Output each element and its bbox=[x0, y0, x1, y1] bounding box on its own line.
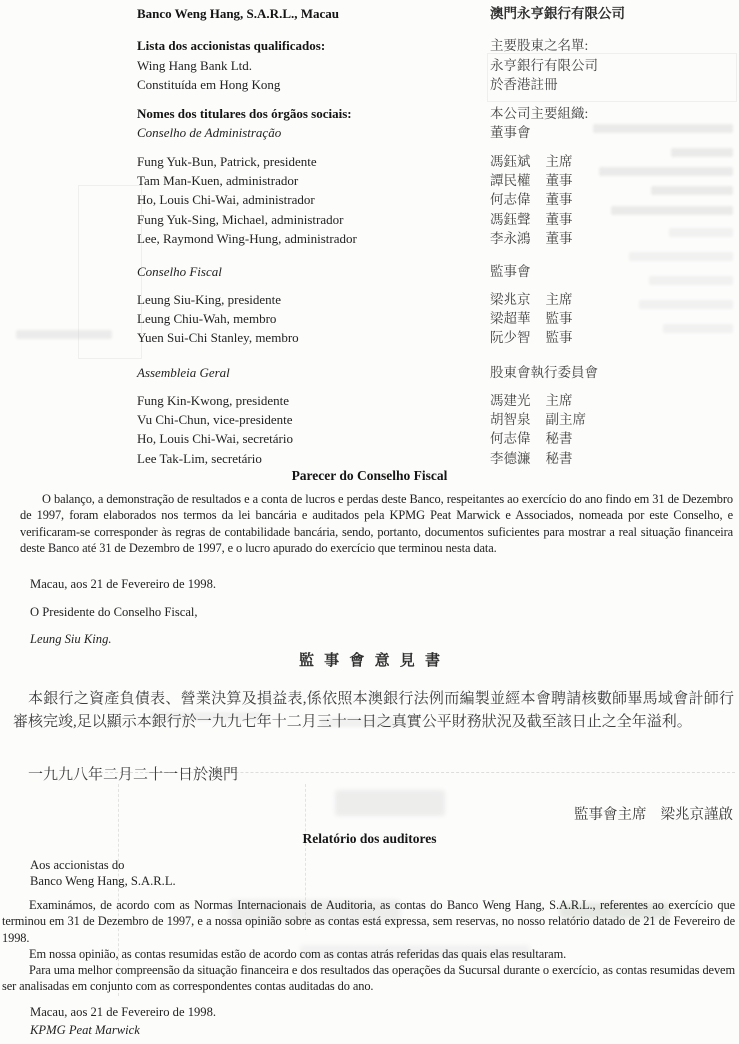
officer-row bbox=[137, 309, 739, 328]
officers-heading-pt: Nomes dos titulares dos órgãos sociais: bbox=[137, 106, 352, 122]
officer-row bbox=[137, 190, 739, 209]
board-title-pt: Conselho de Administração bbox=[137, 125, 282, 141]
officer-pt: Ho, Louis Chi-Wai, secretário bbox=[137, 431, 293, 447]
officer-row bbox=[137, 210, 739, 229]
officer-zh-name: 譚民權 bbox=[490, 173, 531, 189]
officer-pt: Ho, Louis Chi-Wai, administrador bbox=[137, 192, 315, 208]
officer-pt: Leung Chiu-Wah, membro bbox=[137, 310, 277, 326]
shareholders-heading-row bbox=[137, 36, 739, 55]
shareholder-row bbox=[137, 56, 739, 75]
shareholder-pt: Constituída em Hong Kong bbox=[137, 76, 281, 92]
officer-pt: Lee Tak-Lim, secretário bbox=[137, 450, 262, 466]
officer-row bbox=[137, 410, 739, 429]
addressee-block bbox=[30, 857, 739, 889]
officer-zh bbox=[490, 328, 739, 347]
officer-zh-name: 李永鴻 bbox=[490, 230, 531, 246]
officer-row bbox=[137, 328, 739, 347]
officer-zh bbox=[490, 152, 739, 171]
board-title-row bbox=[137, 262, 739, 281]
officer-zh bbox=[490, 290, 739, 309]
opinion-paragraph-zh: 本銀行之資產負債表、營業決算及損益表,係依照本澳銀行法例而編製並經本會聘請核數師畢馬域會計師行審核完竣,足以顯示本銀行於一九九七年十二月三十一日之真實公平財務狀況及截至該日止之全年溢利。 bbox=[13, 691, 734, 730]
officer-row bbox=[137, 449, 739, 468]
officer-zh-role: 主席 bbox=[545, 153, 573, 169]
addressee-line: Aos accionistas do bbox=[30, 858, 125, 872]
board-title-row bbox=[137, 123, 739, 142]
bilingual-listing bbox=[0, 4, 739, 468]
board-title-zh: 股東會執行委員會 bbox=[490, 365, 598, 381]
officer-zh bbox=[490, 229, 739, 248]
report-paragraph: Em nossa opinião, as contas resumidas estão de acordo com as contas atrás referidas das quais elas resultaram. bbox=[29, 946, 567, 961]
officer-zh-role: 董事 bbox=[545, 173, 573, 189]
officer-zh-role: 秘書 bbox=[545, 431, 573, 447]
officer-zh-name: 李德濂 bbox=[490, 450, 531, 466]
place-date-line: Macau, aos 21 de Fevereiro de 1998. bbox=[30, 577, 217, 592]
section-heading: Relatório dos auditores bbox=[302, 831, 437, 846]
shareholder-row bbox=[137, 75, 739, 94]
officer-zh-name: 馮鈺斌 bbox=[490, 153, 531, 169]
officer-zh bbox=[490, 410, 739, 429]
auditor-name-line: KPMG Peat Marwick bbox=[30, 1022, 140, 1037]
report-paragraph: Examinámos, de acordo com as Normas Internacionais de Auditoria, as contas do Banco Weng Hang, S.A.R.L., referentes ao exercício que terminou em 31 de Dezembro de 1997, e a nossa opinião sobre as contas está expressa, sem reservas, no nosso relatório datado de 21 de Fevereiro de 1998. bbox=[2, 898, 735, 945]
officer-zh-role: 監事 bbox=[545, 310, 573, 326]
officer-pt: Fung Yuk-Bun, Patrick, presidente bbox=[137, 153, 317, 169]
officer-zh-name: 馮建光 bbox=[490, 392, 531, 408]
officer-zh-role: 副主席 bbox=[545, 412, 586, 428]
officer-zh-role: 董事 bbox=[545, 211, 573, 227]
officers-heading-zh: 本公司主要組織: bbox=[490, 106, 589, 122]
bank-title-row bbox=[137, 4, 739, 23]
officer-pt: Fung Kin-Kwong, presidente bbox=[137, 392, 290, 408]
board-title-pt: Assembleia Geral bbox=[137, 365, 230, 381]
officer-zh-name: 梁超華 bbox=[490, 310, 531, 326]
signature-role-zh: 監事會主席 bbox=[574, 807, 647, 823]
officer-row bbox=[137, 429, 739, 448]
officer-pt: Tam Man-Kuen, administrador bbox=[137, 173, 299, 189]
section-heading: Parecer do Conselho Fiscal bbox=[291, 468, 448, 483]
bank-name-zh: 澳門永亨銀行有限公司 bbox=[490, 6, 625, 21]
officer-pt: Vu Chi-Chun, vice-presidente bbox=[137, 412, 293, 428]
report-paragraph: Para uma melhor compreensão da situação financeira e dos resultados das operações da Sucursal durante o exercício, as contas resumidas devem ser analisadas em conjunto com as correspondentes contas auditadas do ano. bbox=[2, 963, 735, 994]
bank-name-pt: Banco Weng Hang, S.A.R.L., Macau bbox=[137, 6, 340, 21]
officer-zh-name: 胡智泉 bbox=[490, 412, 531, 428]
date-line-zh: 一九九八年二月二十一日於澳門 bbox=[28, 767, 239, 783]
shareholder-pt: Wing Hang Bank Ltd. bbox=[137, 57, 253, 73]
officer-row bbox=[137, 229, 739, 248]
officer-zh-name: 何志偉 bbox=[490, 192, 531, 208]
officer-row bbox=[137, 391, 739, 410]
officer-zh bbox=[490, 429, 739, 448]
officer-row bbox=[137, 152, 739, 171]
shareholder-zh: 永亨銀行有限公司 bbox=[490, 57, 598, 73]
officer-zh-name: 阮少智 bbox=[490, 330, 531, 346]
signature-line-zh bbox=[0, 805, 733, 825]
shareholder-zh: 於香港註冊 bbox=[490, 76, 558, 92]
signer-name-line: Leung Siu King. bbox=[30, 632, 112, 647]
officer-zh-name: 馮鈺聲 bbox=[490, 211, 531, 227]
auditors-report-section bbox=[0, 831, 739, 1038]
officer-zh bbox=[490, 210, 739, 229]
shareholders-heading-zh: 主要股東之名單: bbox=[490, 38, 589, 54]
board-title-pt: Conselho Fiscal bbox=[137, 264, 222, 280]
officers-heading-row bbox=[137, 104, 739, 123]
officer-zh-role: 主席 bbox=[545, 392, 573, 408]
board-title-row bbox=[137, 363, 739, 382]
officer-zh bbox=[490, 190, 739, 209]
officer-zh-name: 何志偉 bbox=[490, 431, 531, 447]
fiscal-council-opinion-section bbox=[0, 468, 739, 647]
opinion-paragraph: O balanço, a demonstração de resultados e a conta de lucros e perdas deste Banco, respeitantes ao exercício do ano findo em 31 de Dezembro de 1997, foram elaborados nos termos da lei bancária e auditados pela KPMG Peat Marwick e Associados, nomeada por este Conselho, e verificaram-se corresponder às regras de contabilidade bancária, sendo, portanto, documentos suficientes para mostrar a real situação financeira deste Banco até 31 de Dezembro de 1997, e o lucro apurado do exercício que terminou nesta data. bbox=[20, 492, 733, 555]
officer-pt: Fung Yuk-Sing, Michael, administrador bbox=[137, 211, 344, 227]
shareholders-heading-pt: Lista dos accionistas qualificados: bbox=[137, 38, 326, 54]
officer-zh-role: 秘書 bbox=[545, 450, 573, 466]
officer-zh bbox=[490, 171, 739, 190]
officer-zh-role: 董事 bbox=[545, 192, 573, 208]
officer-zh-role: 董事 bbox=[545, 230, 573, 246]
officer-zh bbox=[490, 309, 739, 328]
officer-pt: Yuen Sui-Chi Stanley, membro bbox=[137, 330, 299, 346]
section-heading-zh: 監事會意見書 bbox=[298, 653, 451, 669]
place-date-line: Macau, aos 21 de Fevereiro de 1998. bbox=[30, 1004, 217, 1019]
addressee-line: Banco Weng Hang, S.A.R.L. bbox=[30, 874, 176, 888]
officer-zh bbox=[490, 391, 739, 410]
officer-zh bbox=[490, 449, 739, 468]
officer-zh-role: 主席 bbox=[545, 291, 573, 307]
officer-row bbox=[137, 171, 739, 190]
signature-name-zh: 梁兆京謹啟 bbox=[660, 807, 733, 823]
officer-zh-name: 梁兆京 bbox=[490, 291, 531, 307]
board-title-zh: 監事會 bbox=[490, 264, 531, 280]
officer-row bbox=[137, 290, 739, 309]
officer-pt: Lee, Raymond Wing-Hung, administrador bbox=[137, 230, 357, 246]
officer-zh-role: 監事 bbox=[545, 330, 573, 346]
board-title-zh: 董事會 bbox=[490, 125, 531, 141]
signer-title-line: O Presidente do Conselho Fiscal, bbox=[30, 605, 198, 620]
supervisory-board-opinion-section bbox=[0, 652, 739, 825]
officer-pt: Leung Siu-King, presidente bbox=[137, 291, 282, 307]
